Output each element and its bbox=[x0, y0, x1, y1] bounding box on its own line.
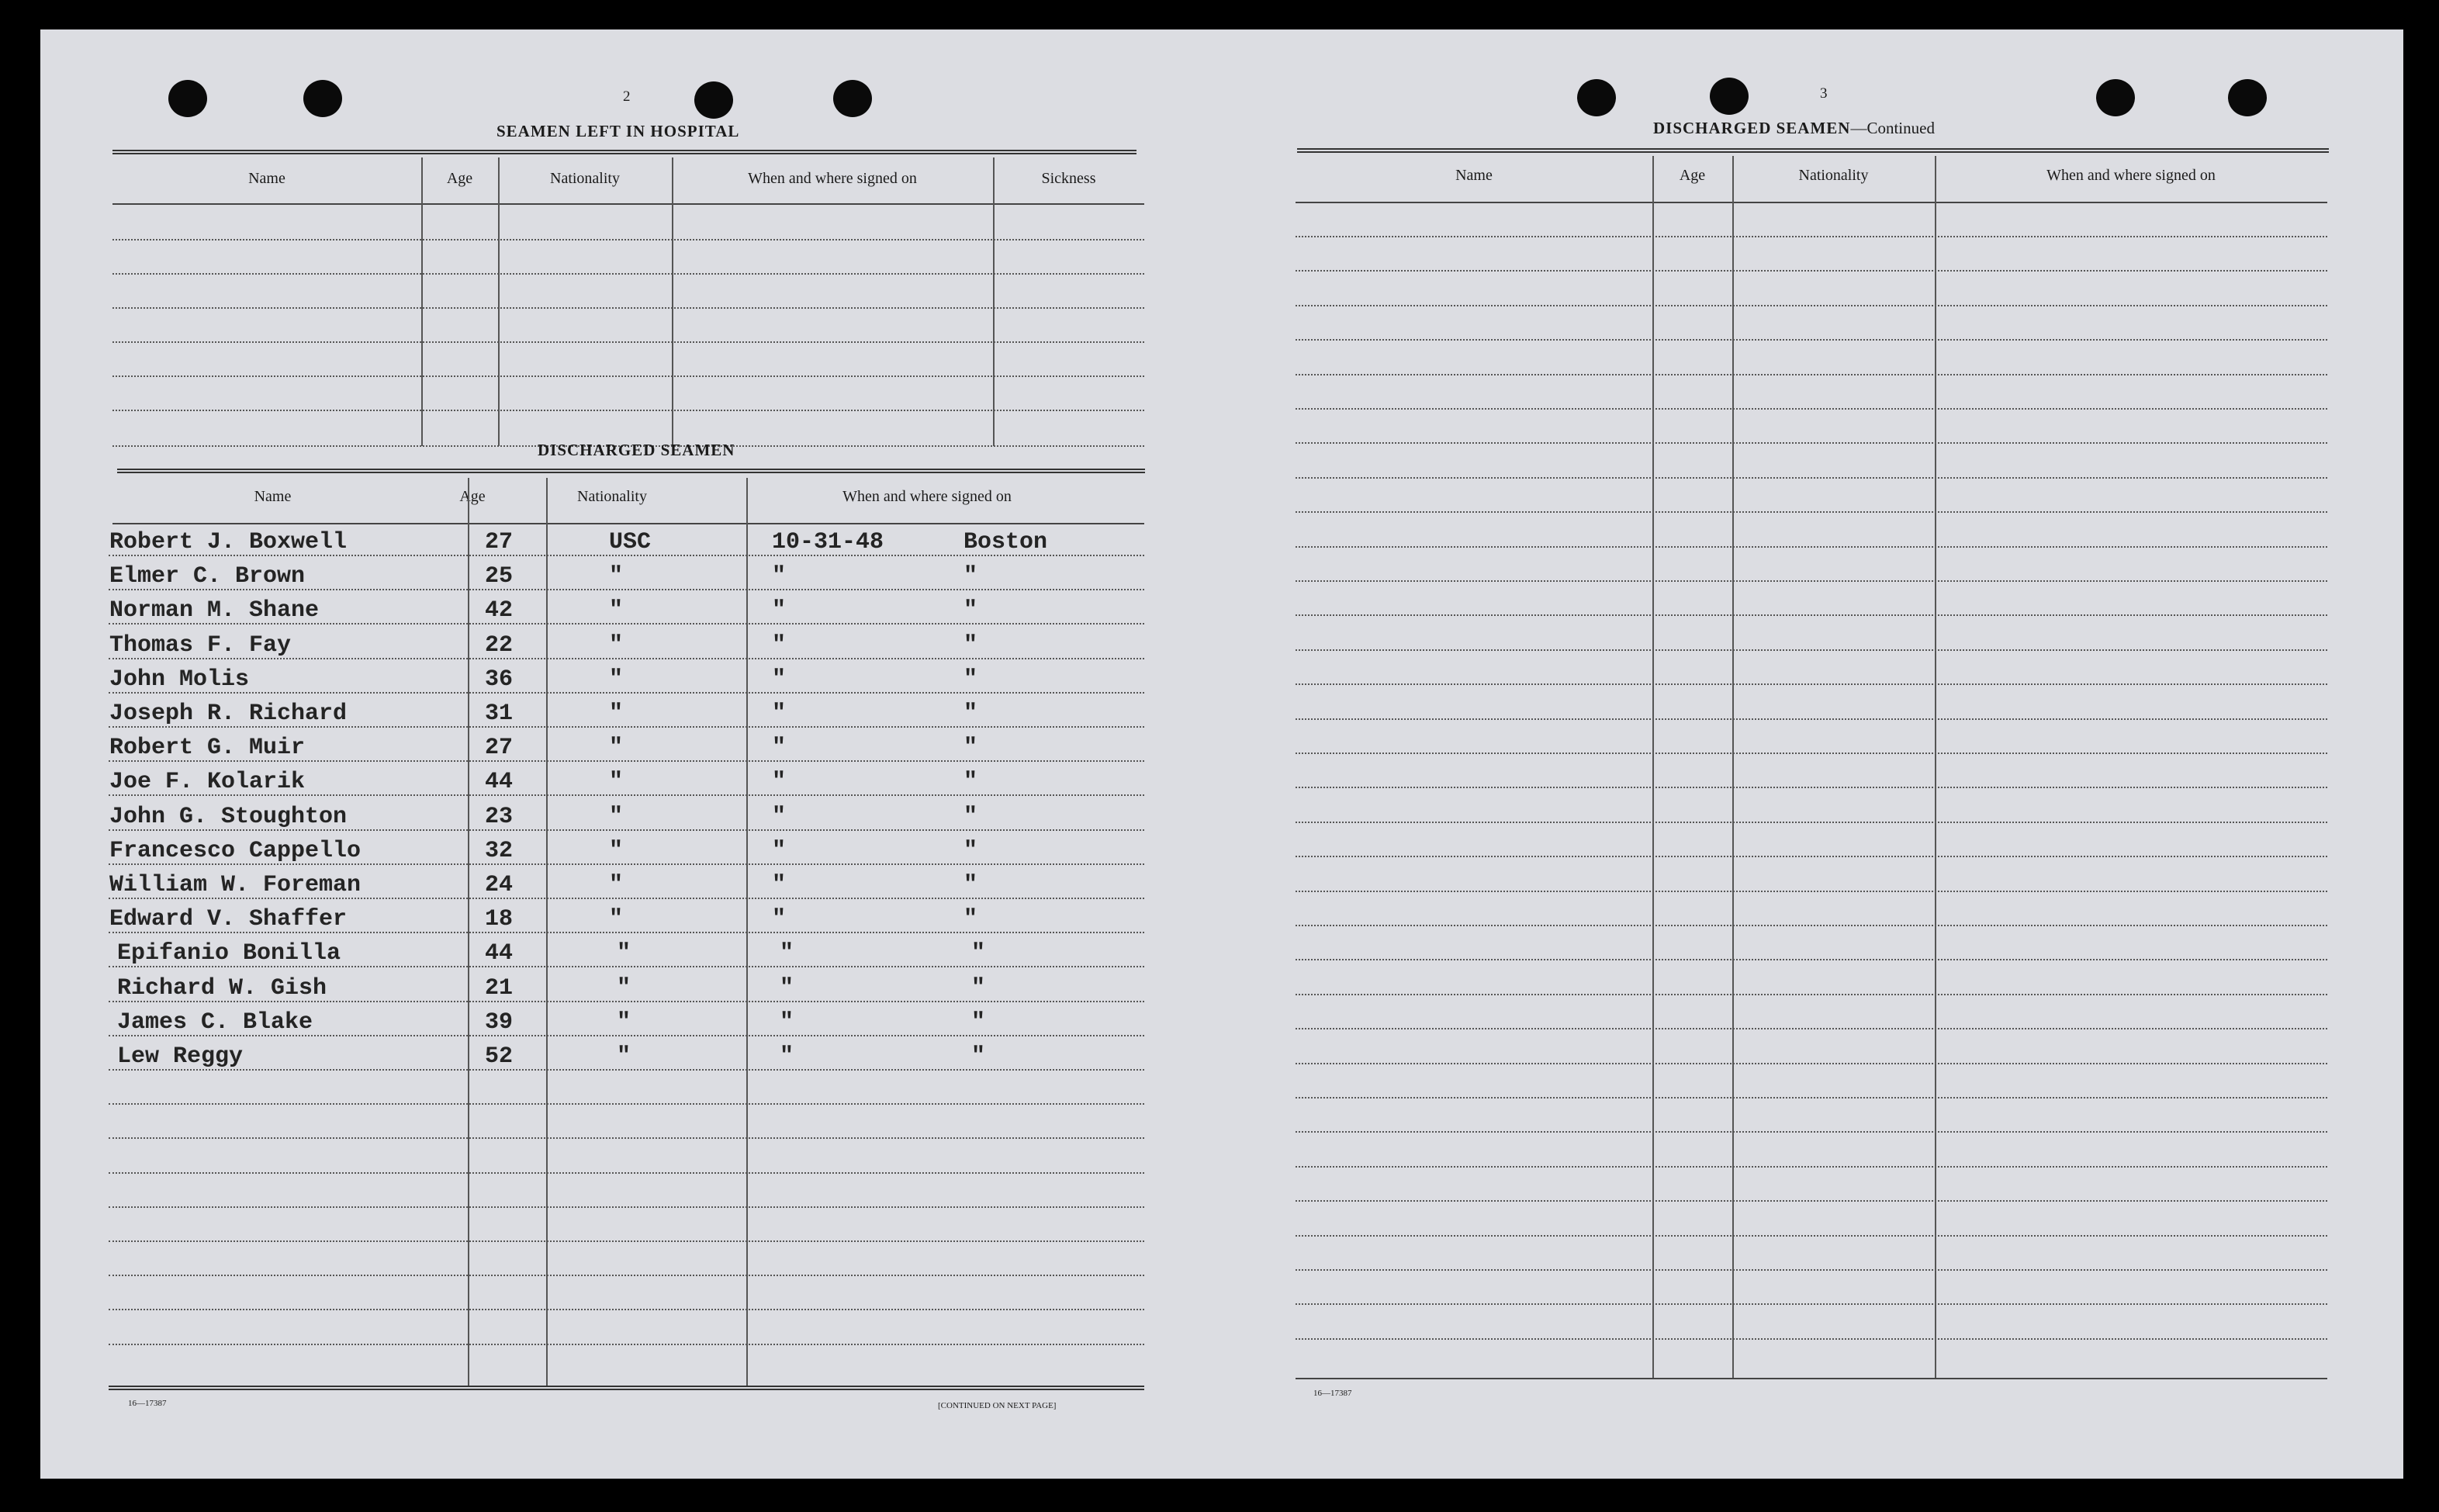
blank-row-line bbox=[112, 410, 1144, 411]
seaman-age: 39 bbox=[485, 1009, 514, 1036]
punch-hole-icon bbox=[2096, 79, 2135, 116]
signed-on-place: " bbox=[963, 666, 978, 693]
discharged-subheader-rule bbox=[112, 523, 1144, 524]
right-col-signed-on: When and where signed on bbox=[2046, 167, 2216, 184]
punch-hole-icon bbox=[168, 80, 207, 117]
signed-on-place: " bbox=[963, 701, 978, 727]
seaman-name: John Molis bbox=[109, 666, 250, 693]
seaman-name: Edward V. Shaffer bbox=[109, 906, 348, 933]
row-line bbox=[1296, 994, 2327, 995]
right-col-age: Age bbox=[1679, 167, 1706, 184]
seaman-name: Robert G. Muir bbox=[109, 735, 306, 762]
signed-on-place: " bbox=[963, 769, 978, 796]
seaman-name: Lew Reggy bbox=[117, 1043, 244, 1070]
left-bottom-rule bbox=[109, 1386, 1144, 1390]
seaman-nationality: " bbox=[609, 701, 624, 727]
signed-on-place: " bbox=[963, 872, 978, 898]
row-line bbox=[1296, 270, 2327, 272]
left-form-number: 16—17387 bbox=[128, 1399, 167, 1408]
row-line bbox=[1296, 787, 2327, 788]
right-title-suffix: —Continued bbox=[1850, 119, 1935, 137]
row-line bbox=[1296, 718, 2327, 720]
blank-row-line bbox=[112, 341, 1144, 343]
column-divider bbox=[421, 157, 423, 446]
blank-row-line bbox=[112, 307, 1144, 309]
seaman-nationality: " bbox=[617, 1009, 631, 1036]
signed-on-place: " bbox=[971, 940, 986, 967]
row-line bbox=[1296, 580, 2327, 582]
row-line bbox=[1296, 1200, 2327, 1202]
row-line bbox=[1296, 1131, 2327, 1133]
signed-on-date: " bbox=[772, 597, 787, 625]
seaman-age: 32 bbox=[485, 837, 514, 864]
seaman-nationality: " bbox=[609, 631, 624, 659]
row-line bbox=[109, 1275, 1144, 1276]
row-line bbox=[1296, 1303, 2327, 1305]
row-line bbox=[109, 1240, 1144, 1242]
row-line bbox=[1296, 546, 2327, 548]
right-bottom-rule bbox=[1296, 1378, 2327, 1379]
row-line bbox=[109, 1172, 1144, 1174]
signed-on-place: " bbox=[963, 837, 978, 864]
punch-hole-icon bbox=[1710, 78, 1749, 115]
column-divider bbox=[672, 157, 673, 446]
right-col-name: Name bbox=[1455, 167, 1493, 184]
discharged-section-title: DISCHARGED SEAMEN bbox=[538, 441, 735, 459]
seaman-age: 44 bbox=[485, 940, 514, 967]
row-line bbox=[1296, 1338, 2327, 1340]
signed-on-place: " bbox=[971, 974, 986, 1002]
signed-on-place: " bbox=[963, 597, 978, 625]
discharged-col-age: Age bbox=[459, 488, 486, 505]
row-line bbox=[109, 1137, 1144, 1139]
seaman-name: Joseph R. Richard bbox=[109, 701, 348, 727]
discharged-col-nationality: Nationality bbox=[577, 488, 647, 505]
blank-row-line bbox=[112, 239, 1144, 240]
row-line bbox=[109, 1103, 1144, 1105]
seaman-name: Elmer C. Brown bbox=[109, 563, 306, 590]
seaman-age: 36 bbox=[485, 666, 514, 693]
signed-on-place: " bbox=[963, 906, 978, 933]
seaman-age: 27 bbox=[485, 529, 514, 555]
hospital-col-sickness: Sickness bbox=[1041, 170, 1096, 187]
row-line bbox=[1296, 477, 2327, 479]
seaman-name: Norman M. Shane bbox=[109, 597, 320, 625]
row-line bbox=[1296, 683, 2327, 685]
column-divider bbox=[993, 157, 995, 446]
row-line bbox=[1296, 1235, 2327, 1237]
seaman-nationality: " bbox=[609, 837, 624, 864]
seaman-nationality: " bbox=[609, 563, 624, 590]
left-page-number: 2 bbox=[623, 88, 631, 105]
signed-on-date: " bbox=[772, 906, 787, 933]
signed-on-date: " bbox=[772, 769, 787, 796]
signed-on-date: 10-31-48 bbox=[772, 529, 884, 555]
seaman-age: 23 bbox=[485, 803, 514, 830]
row-line bbox=[109, 692, 1144, 694]
discharged-col-name: Name bbox=[254, 488, 292, 505]
signed-on-place: " bbox=[963, 735, 978, 762]
signed-on-date: " bbox=[772, 803, 787, 830]
row-line bbox=[1296, 236, 2327, 237]
seaman-age: 25 bbox=[485, 563, 514, 590]
seaman-name: Epifanio Bonilla bbox=[117, 940, 341, 967]
seaman-age: 27 bbox=[485, 735, 514, 762]
right-section-title bbox=[1653, 119, 1935, 138]
seaman-name: John G. Stoughton bbox=[109, 803, 348, 830]
seaman-age: 42 bbox=[485, 597, 514, 625]
punch-hole-icon bbox=[303, 80, 342, 117]
right-page-number: 3 bbox=[1820, 85, 1828, 102]
row-line bbox=[1296, 822, 2327, 823]
discharged-col-signed-on: When and where signed on bbox=[842, 488, 1012, 505]
row-line bbox=[1296, 1028, 2327, 1029]
punch-hole-icon bbox=[833, 80, 872, 117]
signed-on-place: " bbox=[963, 803, 978, 830]
signed-on-date: " bbox=[780, 974, 794, 1002]
row-line bbox=[1296, 374, 2327, 375]
right-title-main: DISCHARGED SEAMEN bbox=[1653, 119, 1851, 137]
seaman-age: 18 bbox=[485, 906, 514, 933]
seaman-nationality: " bbox=[609, 735, 624, 762]
signed-on-date: " bbox=[772, 631, 787, 659]
blank-row-line bbox=[112, 375, 1144, 377]
right-col-nationality: Nationality bbox=[1798, 167, 1869, 184]
seaman-nationality: " bbox=[609, 906, 624, 933]
seaman-name: Joe F. Kolarik bbox=[109, 769, 306, 796]
signed-on-date: " bbox=[780, 940, 794, 967]
punch-hole-icon bbox=[694, 81, 733, 119]
seaman-name: Robert J. Boxwell bbox=[109, 529, 348, 555]
seaman-nationality: " bbox=[617, 974, 631, 1002]
row-line bbox=[1296, 1166, 2327, 1168]
signed-on-date: " bbox=[780, 1009, 794, 1036]
signed-on-place: " bbox=[971, 1009, 986, 1036]
signed-on-place: Boston bbox=[963, 529, 1048, 555]
seaman-nationality: " bbox=[609, 666, 624, 693]
seaman-age: 24 bbox=[485, 872, 514, 898]
signed-on-date: " bbox=[780, 1043, 794, 1070]
seaman-age: 52 bbox=[485, 1043, 514, 1070]
signed-on-date: " bbox=[772, 735, 787, 762]
seaman-age: 21 bbox=[485, 974, 514, 1002]
seaman-nationality: " bbox=[617, 1043, 631, 1070]
row-line bbox=[1296, 1097, 2327, 1099]
seaman-nationality: " bbox=[609, 803, 624, 830]
punch-hole-icon bbox=[1577, 79, 1616, 116]
row-line bbox=[1296, 649, 2327, 651]
row-line bbox=[1296, 1063, 2327, 1064]
hospital-col-signed-on: When and where signed on bbox=[748, 170, 917, 187]
row-line bbox=[109, 1309, 1144, 1310]
column-divider bbox=[498, 157, 500, 446]
discharged-header-rule bbox=[117, 469, 1145, 473]
seaman-name: Richard W. Gish bbox=[117, 974, 327, 1002]
row-line bbox=[1296, 1269, 2327, 1271]
signed-on-place: " bbox=[963, 563, 978, 590]
seaman-name: James C. Blake bbox=[117, 1009, 313, 1036]
hospital-col-nationality: Nationality bbox=[550, 170, 620, 187]
row-line bbox=[1296, 339, 2327, 341]
right-header-rule bbox=[1297, 148, 2329, 153]
blank-row-line bbox=[112, 273, 1144, 275]
seaman-age: 44 bbox=[485, 769, 514, 796]
seaman-nationality: " bbox=[609, 597, 624, 625]
hospital-subheader-rule bbox=[112, 203, 1144, 205]
row-line bbox=[1296, 511, 2327, 513]
signed-on-date: " bbox=[772, 872, 787, 898]
signed-on-date: " bbox=[772, 666, 787, 693]
seaman-nationality: " bbox=[609, 769, 624, 796]
row-line bbox=[1296, 305, 2327, 306]
hospital-col-age: Age bbox=[446, 170, 473, 187]
row-line bbox=[1296, 959, 2327, 960]
seaman-name: William W. Foreman bbox=[109, 872, 362, 898]
signed-on-date: " bbox=[772, 837, 787, 864]
continued-note: [CONTINUED ON NEXT PAGE] bbox=[938, 1401, 1057, 1410]
right-subheader-rule bbox=[1296, 202, 2327, 203]
seaman-name: Francesco Cappello bbox=[109, 837, 362, 864]
signed-on-place: " bbox=[971, 1043, 986, 1070]
row-line bbox=[1296, 856, 2327, 857]
row-line bbox=[1296, 891, 2327, 892]
row-line bbox=[1296, 753, 2327, 754]
row-line bbox=[109, 1344, 1144, 1345]
seaman-nationality: " bbox=[609, 872, 624, 898]
ledger-sheet bbox=[40, 29, 2403, 1479]
hospital-col-name: Name bbox=[248, 170, 285, 187]
row-line bbox=[1296, 614, 2327, 616]
punch-hole-icon bbox=[2228, 79, 2267, 116]
signed-on-date: " bbox=[772, 701, 787, 727]
hospital-section-title: SEAMEN LEFT IN HOSPITAL bbox=[496, 122, 740, 140]
row-line bbox=[1296, 925, 2327, 926]
seaman-nationality: USC bbox=[609, 529, 652, 555]
signed-on-date: " bbox=[772, 563, 787, 590]
hospital-header-rule bbox=[112, 150, 1136, 154]
seaman-age: 31 bbox=[485, 701, 514, 727]
right-form-number: 16—17387 bbox=[1313, 1389, 1352, 1398]
signed-on-place: " bbox=[963, 631, 978, 659]
row-line bbox=[109, 1206, 1144, 1208]
seaman-name: Thomas F. Fay bbox=[109, 631, 292, 659]
row-line bbox=[1296, 442, 2327, 444]
row-line bbox=[1296, 408, 2327, 410]
seaman-nationality: " bbox=[617, 940, 631, 967]
seaman-age: 22 bbox=[485, 631, 514, 659]
